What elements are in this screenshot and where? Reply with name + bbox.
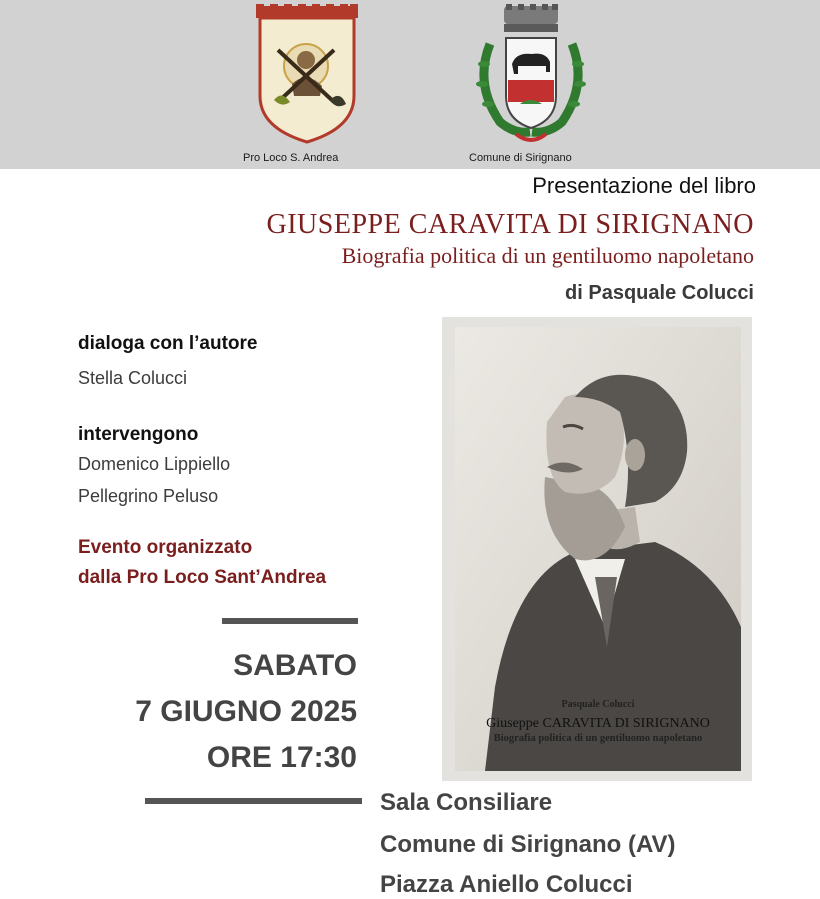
event-date: 7 GIUGNO 2025: [135, 695, 357, 728]
book-title: GIUSEPPE CARAVITA DI SIRIGNANO: [266, 209, 754, 240]
cover-author: Pasquale Colucci: [561, 699, 635, 710]
event-time: ORE 17:30: [206, 741, 357, 774]
organizer-line-1: Evento organizzato: [78, 537, 253, 558]
venue-line-2: Comune di Sirignano (AV): [380, 831, 676, 858]
pro-loco-shield-icon: [254, 4, 360, 144]
divider-rule: [222, 618, 358, 624]
presentation-label: Presentazione del libro: [532, 173, 756, 198]
organizer-line-2: dalla Pro Loco Sant’Andrea: [78, 567, 327, 588]
book-cover-inner: [455, 327, 741, 771]
speakers-label: intervengono: [78, 424, 199, 445]
book-cover: [442, 317, 752, 781]
dialogue-name: Stella Colucci: [78, 368, 188, 388]
right-logo-caption: Comune di Sirignano: [469, 152, 572, 164]
book-subtitle: Biografia politica di un gentiluomo napoletano: [341, 243, 754, 268]
venue-line-1: Sala Consiliare: [380, 789, 553, 816]
left-logo-caption: Pro Loco S. Andrea: [243, 152, 339, 164]
divider-rule: [145, 798, 362, 804]
cover-title: Giuseppe CARAVITA DI SIRIGNANO: [486, 716, 710, 731]
venue-line-3: Piazza Aniello Colucci: [380, 871, 633, 898]
municipal-coat-of-arms-icon: [470, 4, 592, 148]
speaker-name: Domenico Lippiello: [78, 454, 231, 474]
header-band: [0, 0, 820, 169]
author-line: di Pasquale Colucci: [565, 282, 754, 304]
dialogue-label: dialoga con l’autore: [78, 333, 258, 354]
event-day: SABATO: [233, 649, 357, 682]
cover-subtitle: Biografia politica di un gentiluomo napoletano: [493, 733, 703, 744]
speaker-name: Pellegrino Peluso: [78, 486, 219, 506]
